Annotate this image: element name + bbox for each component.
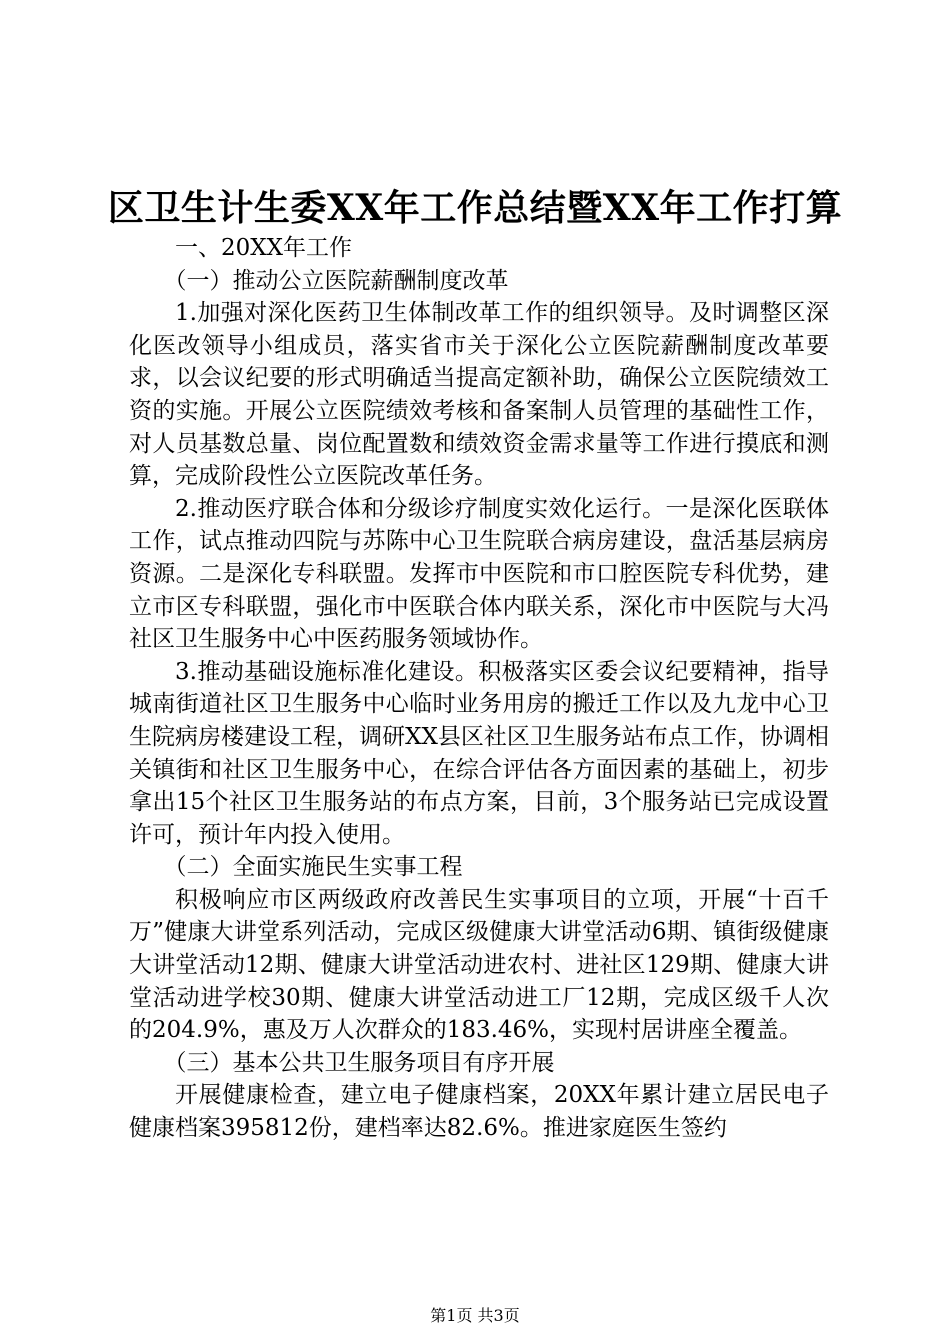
- body-paragraph: 3.推动基础设施标准化建设。积极落实区委会议纪要精神，指导城南街道社区卫生服务中心临时业务用房的搬迁工作以及九龙中心卫生院病房楼建设工程，调研XX县区社区卫生服务站布点工作，协调相关镇街和社区卫生服务中心，在综合评估各方面因素的基础上，初步拿出15个社区卫生服务站的布点方案，目前，3个服务站已完成设置许可，预计年内投入使用。: [129, 658, 829, 848]
- subsection-heading: （二）全面实施民生实事工程: [163, 854, 463, 881]
- subsection-heading: （一）推动公立医院薪酬制度改革: [163, 267, 509, 294]
- document-title: 区卫生计生委XX年工作总结暨XX年工作打算: [107, 187, 843, 229]
- body-paragraph: 1.加强对深化医药卫生体制改革工作的组织领导。及时调整区深化医改领导小组成员，落实省市关于深化公立医院薪酬制度改革要求，以会议纪要的形式明确适当提高定额补助，确保公立医院绩效工资的实施。开展公立医院绩效考核和备案制人员管理的基础性工作，对人员基数总量、岗位配置数和绩效资金需求量等工作进行摸底和测算，完成阶段性公立医院改革任务。: [129, 300, 829, 490]
- body-paragraph: 2.推动医疗联合体和分级诊疗制度实效化运行。一是深化医联体工作，试点推动四院与苏陈中心卫生院联合病房建设，盘活基层病房资源。二是深化专科联盟。发挥市中医院和市口腔医院专科优势，建立市区专科联盟，强化市中医联合体内联关系，深化市中医院与大冯社区卫生服务中心中医药服务领域协作。: [129, 495, 829, 653]
- page-number-footer: 第1页 共3页: [430, 1306, 520, 1325]
- body-paragraph: 积极响应市区两级政府改善民生实事项目的立项，开展“十百千万”健康大讲堂系列活动，完成区级健康大讲堂活动6期、镇街级健康大讲堂活动12期、健康大讲堂活动进农村、进社区129期、健康大讲堂活动进学校30期、健康大讲堂活动进工厂12期，完成区级千人次的204.9%，惠及万人次群众的183.46%，实现村居讲座全覆盖。: [129, 886, 829, 1044]
- section-heading: 一、20XX年工作: [175, 235, 353, 261]
- body-paragraph: 开展健康检查，建立电子健康档案，20XX年累计建立居民电子健康档案395812份，建档率达82.6%。推进家庭医生签约: [129, 1082, 829, 1142]
- document-body: [129, 232, 829, 1145]
- subsection-heading: （三）基本公共卫生服务项目有序开展: [163, 1049, 555, 1076]
